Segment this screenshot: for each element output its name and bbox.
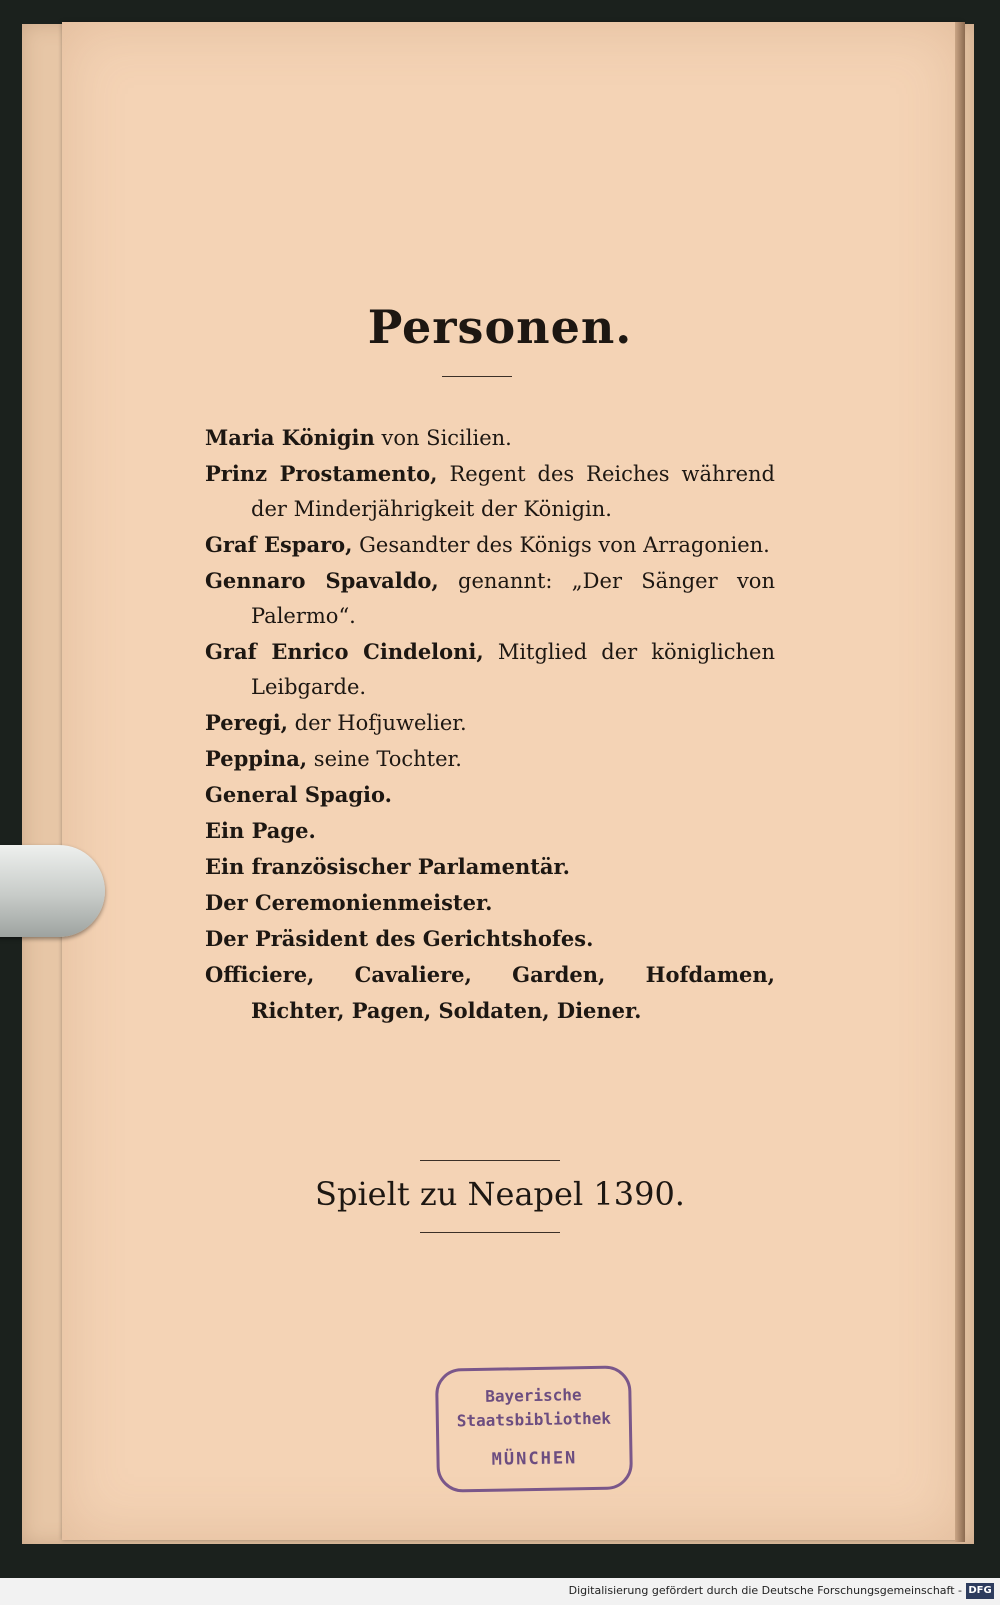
cast-desc: Mitglied der königlichen Leibgarde. — [251, 640, 776, 699]
cast-desc: der Hofjuwelier. — [288, 711, 467, 735]
cast-role: Der Präsident des Gerichtshofes. — [205, 926, 594, 951]
setting-rule-top — [420, 1160, 560, 1161]
cast-role: Maria Königin — [205, 425, 375, 450]
scanner-clip — [0, 845, 105, 937]
cast-entry — [205, 527, 775, 563]
cast-entry — [205, 634, 775, 705]
stamp-line: Bayerische — [485, 1385, 582, 1406]
cast-role: Ein Page. — [205, 818, 316, 843]
cast-role: Officiere, Cavaliere, Garden, Hofdamen, Richter, Pagen, Soldaten, Diener. — [205, 962, 775, 1023]
cast-entry — [205, 705, 775, 741]
cast-entry — [205, 420, 775, 456]
setting-line: Spielt zu Neapel 1390. — [315, 1175, 685, 1213]
cast-role: Gennaro Spavaldo, — [205, 568, 439, 593]
cast-entry — [205, 456, 775, 527]
cast-role: Graf Esparo, — [205, 532, 353, 557]
cast-role: Peppina, — [205, 746, 308, 771]
cast-entry — [205, 813, 775, 849]
setting-rule-bottom — [420, 1232, 560, 1233]
footer-bar — [0, 1578, 1000, 1605]
cast-desc: genannt: „Der Sänger von Palermo“. — [251, 569, 775, 628]
page-edge — [955, 22, 965, 1542]
cast-list — [205, 420, 775, 1029]
cast-entry — [205, 741, 775, 777]
stamp-line: MÜNCHEN — [491, 1448, 578, 1470]
cast-entry — [205, 921, 775, 957]
cast-role: Prinz Prostamento, — [205, 461, 438, 486]
title-rule — [442, 376, 512, 377]
cast-desc: Regent des Reiches während der Minderjährigkeit der Königin. — [251, 462, 775, 521]
library-stamp — [435, 1365, 633, 1492]
cast-entry — [205, 957, 775, 1029]
cast-role: Der Ceremonienmeister. — [205, 890, 493, 915]
cast-entry — [205, 563, 775, 634]
cast-entry — [205, 885, 775, 921]
cast-role: Graf Enrico Cindeloni, — [205, 639, 484, 664]
page-title: Personen. — [367, 300, 633, 354]
cast-entry — [205, 777, 775, 813]
cast-role: General Spagio. — [205, 782, 392, 807]
cast-desc: Gesandter des Königs von Arragonien. — [352, 533, 770, 557]
cast-role: Peregi, — [205, 710, 288, 735]
cast-role: Ein französischer Parlamentär. — [205, 854, 570, 879]
cast-entry — [205, 849, 775, 885]
dfg-logo-icon: DFG — [966, 1583, 994, 1599]
footer-credit: Digitalisierung gefördert durch die Deutsche Forschungsgemeinschaft - — [568, 1584, 962, 1597]
stamp-line: Staatsbibliothek — [456, 1408, 612, 1431]
cast-desc: seine Tochter. — [307, 747, 462, 771]
cast-desc: von Sicilien. — [374, 426, 512, 450]
